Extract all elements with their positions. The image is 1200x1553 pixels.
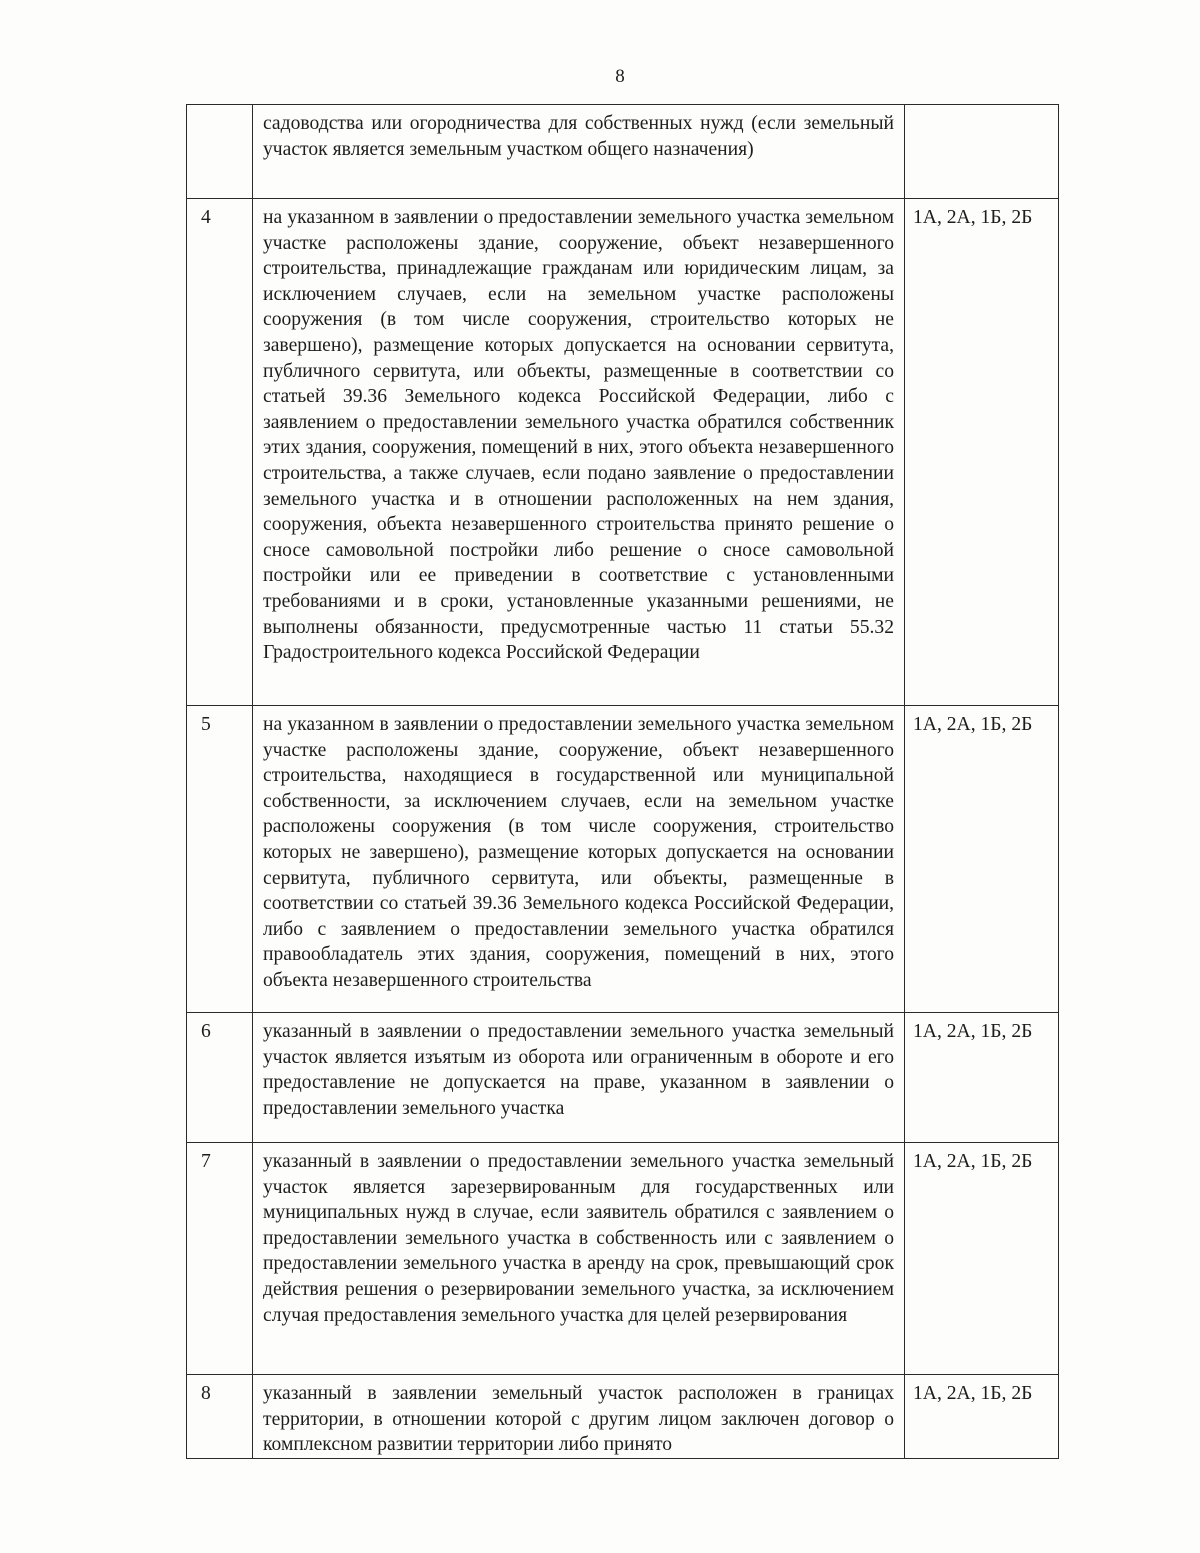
page-number: 8 <box>615 66 625 87</box>
row-codes <box>905 105 1059 199</box>
row-number: 6 <box>187 1013 253 1143</box>
table-row <box>187 105 1059 199</box>
table-row <box>187 199 1059 706</box>
row-codes: 1А, 2А, 1Б, 2Б <box>905 1013 1059 1143</box>
row-text: садоводства или огородничества для собственных нужд (если земельный участок является земельным участком общего назначения) <box>253 105 905 199</box>
row-number: 4 <box>187 199 253 706</box>
table-row <box>187 706 1059 1013</box>
row-number: 8 <box>187 1375 253 1459</box>
row-codes: 1А, 2А, 1Б, 2Б <box>905 706 1059 1013</box>
row-codes: 1А, 2А, 1Б, 2Б <box>905 199 1059 706</box>
row-number: 7 <box>187 1143 253 1375</box>
row-number <box>187 105 253 199</box>
grounds-table <box>186 104 1059 1459</box>
table-row <box>187 1013 1059 1143</box>
row-codes: 1А, 2А, 1Б, 2Б <box>905 1143 1059 1375</box>
table-row <box>187 1143 1059 1375</box>
row-text: указанный в заявлении о предоставлении земельного участка земельный участок является изъятым из оборота или ограниченным в обороте и его предоставление не допускается на праве, указанном в заявлении о предоставлении земельного участка <box>253 1013 905 1143</box>
row-text: на указанном в заявлении о предоставлении земельного участка земельном участке расположены здание, сооружение, объект незавершенного строительства, находящиеся в государственной или муниципальной собственности, за исключением случаев, если на земельном участке расположены сооружения (в том числе сооружения, строительство которых не завершено), размещение которых допускается на основании сервитута, публичного сервитута, или объекты, размещенные в соответствии со статьей 39.36 Земельного кодекса Российской Федерации, либо с заявлением о предоставлении земельного участка обратился правообладатель этих здания, сооружения, помещений в них, этого объекта незавершенного строительства <box>253 706 905 1013</box>
row-text: указанный в заявлении земельный участок расположен в границах территории, в отношении которой с другим лицом заключен договор о комплексном развитии территории либо принято <box>253 1375 905 1459</box>
row-number: 5 <box>187 706 253 1013</box>
row-text: указанный в заявлении о предоставлении земельного участка земельный участок является зарезервированным для государственных или муниципальных нужд в случае, если заявитель обратился с заявлением о предоставлении земельного участка в собственность или с заявлением о предоставлении земельного участка в аренду на срок, превышающий срок действия решения о резервировании земельного участка, за исключением случая предоставления земельного участка для целей резервирования <box>253 1143 905 1375</box>
row-text: на указанном в заявлении о предоставлении земельного участка земельном участке расположены здание, сооружение, объект незавершенного строительства, принадлежащие гражданам или юридическим лицам, за исключением случаев, если на земельном участке расположены сооружения (в том числе сооружения, строительство которых не завершено), размещение которых допускается на основании сервитута, публичного сервитута, или объекты, размещенные в соответствии со статьей 39.36 Земельного кодекса Российской Федерации, либо с заявлением о предоставлении земельного участка обратился собственник этих здания, сооружения, помещений в них, этого объекта незавершенного строительства, а также случаев, если подано заявление о предоставлении земельного участка и в отношении расположенных на нем здания, сооружения, объекта незавершенного строительства принято решение о сносе самовольной постройки либо решение о сносе самовольной постройки или ее приведении в соответствие с установленными требованиями и в сроки, установленные указанными решениями, не выполнены обязанности, предусмотренные частью 11 статьи 55.32 Градостроительного кодекса Российской Федерации <box>253 199 905 706</box>
row-codes: 1А, 2А, 1Б, 2Б <box>905 1375 1059 1459</box>
table-row <box>187 1375 1059 1459</box>
